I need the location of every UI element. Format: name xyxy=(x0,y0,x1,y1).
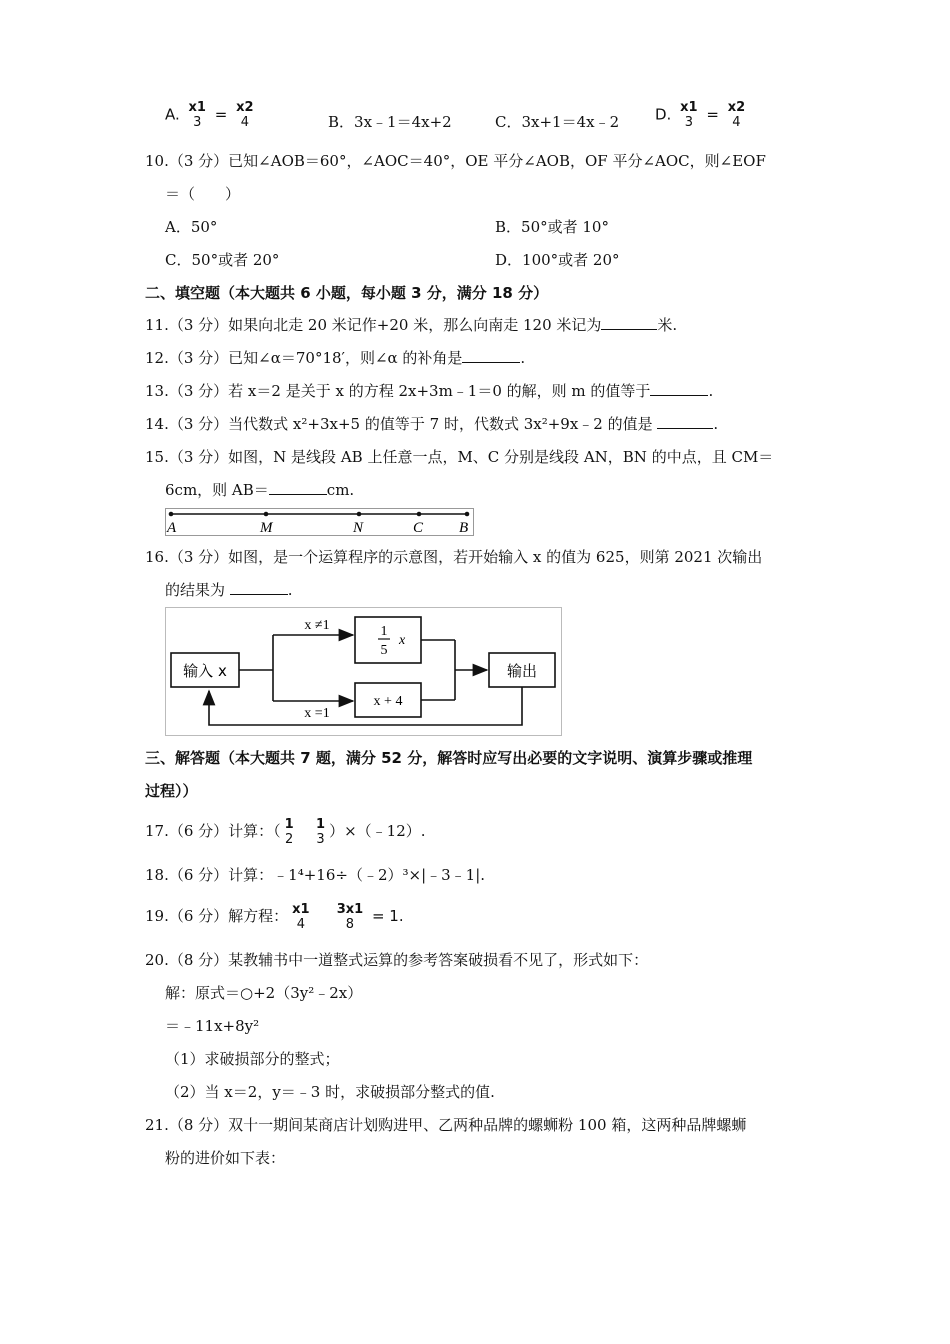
q11-text: 11.（3 分）如果向北走 20 米记作+20 米，那么向南走 120 米记为 xyxy=(145,316,602,334)
denominator: 3 xyxy=(316,832,325,847)
point-n xyxy=(357,512,362,517)
equals: = xyxy=(214,105,228,124)
q16-stem-cont xyxy=(165,580,293,600)
condition-not-one: x ≠1 xyxy=(304,618,330,633)
q19 xyxy=(145,898,404,934)
q9-option-b: B．3x﹣1＝4x+2 xyxy=(328,113,452,131)
q14-period: . xyxy=(713,415,719,433)
answer-blank xyxy=(657,414,713,429)
numerator: 3x1 xyxy=(336,902,364,917)
point-m xyxy=(264,512,269,517)
output-label: 输出 xyxy=(506,662,538,680)
q12-period: . xyxy=(520,349,526,367)
option-label: A. xyxy=(165,105,180,124)
fraction xyxy=(314,817,327,847)
flowchart-figure xyxy=(165,607,563,737)
q10-stem-cont: ＝（ ） xyxy=(165,185,241,203)
figure-frame xyxy=(166,509,474,536)
denominator: 3 xyxy=(684,115,693,130)
answer-blank xyxy=(269,480,327,495)
q10-option-b: B．50°或者 10° xyxy=(495,218,609,236)
denominator: 4 xyxy=(732,115,741,130)
numerator: x2 xyxy=(727,100,746,115)
q13-text: 13.（3 分）若 x＝2 是关于 x 的方程 2x+3m﹣1＝0 的解，则 m 的值等于 xyxy=(145,382,651,400)
label-a: A xyxy=(167,520,177,536)
answer-blank xyxy=(650,381,708,396)
denominator: 8 xyxy=(345,917,355,932)
fraction-num: 1 xyxy=(380,624,388,639)
denominator: 4 xyxy=(240,115,249,130)
section-3-heading: 三、解答题（本大题共 7 题，满分 52 分，解答时应写出必要的文字说明、演算步骤或推理 xyxy=(145,749,753,767)
fraction xyxy=(283,817,296,847)
fraction xyxy=(335,902,365,932)
q16-period: . xyxy=(287,581,293,599)
q16-stem: 16.（3 分）如图，是一个运算程序的示意图，若开始输入 x 的值为 625，则第 2021 次输出 xyxy=(145,548,763,566)
q21-stem-cont: 粉的进价如下表： xyxy=(165,1149,286,1167)
q20-line-3: ＝﹣11x+8y² xyxy=(165,1017,260,1035)
answer-blank xyxy=(462,348,520,363)
q20-part-2: （2）当 x＝2，y＝﹣3 时，求破损部分整式的值. xyxy=(165,1083,495,1101)
q17 xyxy=(145,813,426,849)
q9-option-d xyxy=(655,100,749,130)
fraction xyxy=(234,100,255,130)
label-b: B xyxy=(459,520,469,536)
q14-text: 14.（3 分）当代数式 x²+3x+5 的值等于 7 时，代数式 3x²+9x﹣2 的值是 xyxy=(145,415,653,433)
answer-blank xyxy=(601,315,657,330)
q10-option-c: C．50°或者 20° xyxy=(165,251,280,269)
point-b xyxy=(465,512,470,517)
fraction xyxy=(187,100,208,130)
fraction-den: 5 xyxy=(380,643,388,658)
q16-text: 的结果为 xyxy=(165,581,226,599)
q9-option-a xyxy=(165,100,258,130)
numerator: 1 xyxy=(284,817,294,832)
label-m: M xyxy=(260,520,273,536)
section-3-heading-cont: 过程）） xyxy=(145,782,198,800)
q14 xyxy=(145,414,718,434)
q15-stem: 15.（3 分）如图，N 是线段 AB 上任意一点，M、C 分别是线段 AN，BN 的中点，且 CM＝ xyxy=(145,448,774,466)
numerator: x1 xyxy=(680,100,698,115)
q10-option-d: D．100°或者 20° xyxy=(495,251,620,269)
denominator: 4 xyxy=(296,917,306,932)
section-2-heading: 二、填空题（本大题共 6 小题，每小题 3 分，满分 18 分） xyxy=(145,284,549,302)
q20-part-1: （1）求破损部分的整式； xyxy=(165,1050,340,1068)
segment-figure xyxy=(165,508,475,536)
point-a xyxy=(169,512,174,517)
q19-text: 19.（6 分）解方程： xyxy=(145,907,289,925)
q10-option-a: A．50° xyxy=(165,218,218,236)
fraction-var: x xyxy=(399,633,406,648)
condition-one: x =1 xyxy=(304,706,330,721)
q21-stem: 21.（8 分）双十一期间某商店计划购进甲、乙两种品牌的螺蛳粉 100 箱，这两种品牌螺蛳 xyxy=(145,1116,747,1134)
q11 xyxy=(145,315,677,335)
q18: 18.（6 分）计算：﹣1⁴+16÷（﹣2）³×|﹣3﹣1|. xyxy=(145,866,486,884)
label-c: C xyxy=(413,520,424,536)
q17-text: 17.（6 分）计算：（ xyxy=(145,822,281,840)
q13 xyxy=(145,381,713,401)
fraction xyxy=(290,902,311,932)
denominator: 2 xyxy=(285,832,294,847)
fraction xyxy=(678,100,699,130)
q10-stem: 10.（3 分）已知∠AOB＝60°，∠AOC＝40°，OE 平分∠AOB，OF 平分∠AOC，则∠EOF xyxy=(145,152,766,170)
denominator: 3 xyxy=(193,115,202,130)
q13-period: . xyxy=(708,382,714,400)
q20-line-2: 解：原式＝○+2（3y²﹣2x） xyxy=(165,984,363,1002)
q15-stem-cont xyxy=(165,480,354,500)
add-label: x + 4 xyxy=(373,694,403,709)
q11-unit: 米. xyxy=(657,316,678,334)
q12-text: 12.（3 分）已知∠α＝70°18′，则∠α 的补角是 xyxy=(145,349,463,367)
point-c xyxy=(417,512,422,517)
numerator: 1 xyxy=(316,817,326,832)
q15-unit: cm. xyxy=(326,481,355,499)
equals: = xyxy=(706,105,719,124)
answer-blank xyxy=(230,580,288,595)
q17-text-end: ）×（﹣12）. xyxy=(329,822,426,840)
q12 xyxy=(145,348,525,368)
numerator: x1 xyxy=(188,100,206,115)
q15-text: 6cm，则 AB＝ xyxy=(165,481,269,499)
label-n: N xyxy=(353,520,364,536)
option-label: D. xyxy=(655,105,672,124)
input-label: 输入 x xyxy=(183,662,227,680)
divide-box xyxy=(355,617,421,663)
q20-stem: 20.（8 分）某教辅书中一道整式运算的参考答案破损看不见了，形式如下： xyxy=(145,951,649,969)
numerator: x1 xyxy=(292,902,310,917)
numerator: x2 xyxy=(236,100,254,115)
q9-option-c: C．3x+1＝4x﹣2 xyxy=(495,113,620,131)
q19-text-end: = 1. xyxy=(371,907,404,925)
fraction xyxy=(726,100,747,130)
